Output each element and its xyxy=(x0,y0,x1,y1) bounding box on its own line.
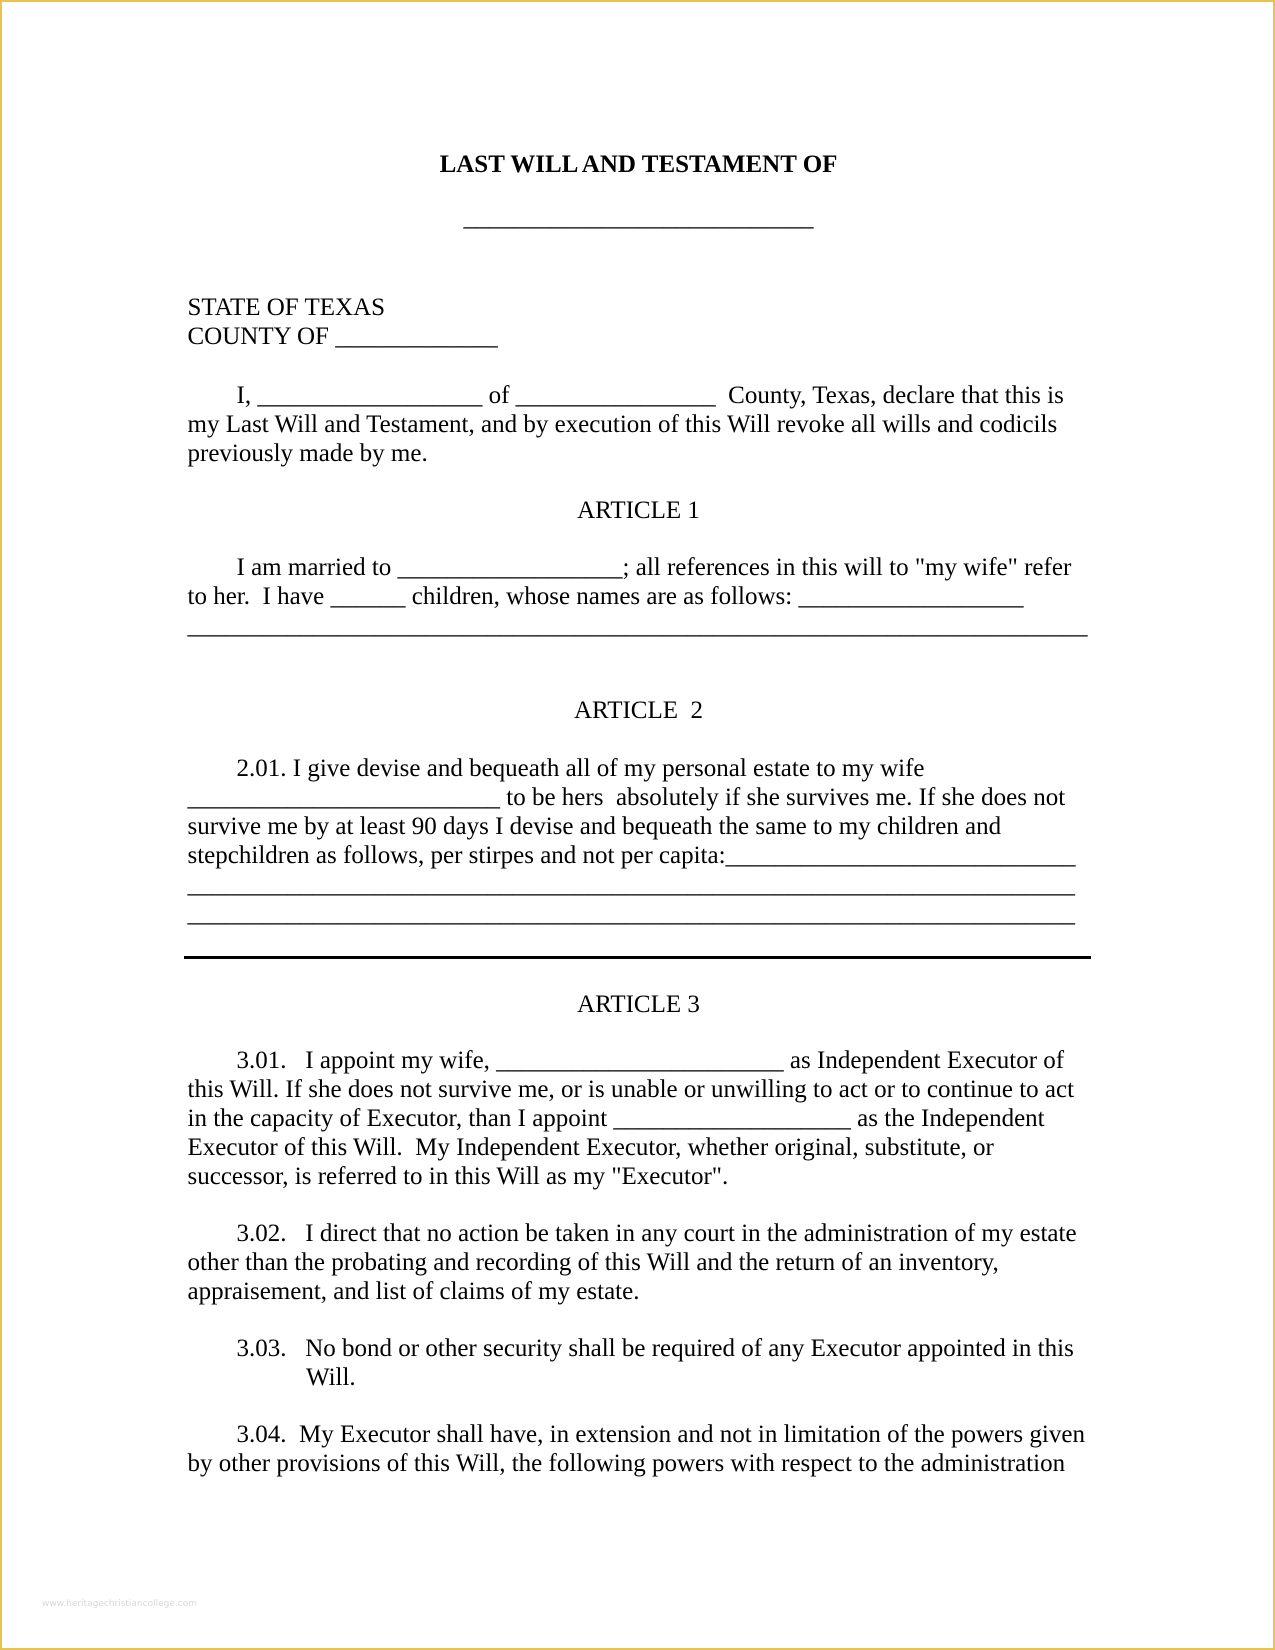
testator-name-blank: ____________________________ xyxy=(463,204,814,231)
section-divider-rule xyxy=(184,956,1091,959)
section-3-02-line: appraisement, and list of claims of my estate. xyxy=(187,1278,640,1305)
section-2-01-line: _______________________________________________________________________ xyxy=(187,871,1075,898)
section-3-04-line: 3.04. My Executor shall have, in extension and not in limitation of the powers given xyxy=(236,1421,1085,1448)
document-title: LAST WILL AND TESTAMENT OF xyxy=(439,151,838,178)
testator-name-block xyxy=(188,203,1090,232)
article-3-heading-block xyxy=(188,990,1090,1019)
section-2-01-line: stepchildren as follows, per stirpes and not per capita:____________________________ xyxy=(187,842,1076,869)
watermark-text: www.heritagechristiancollege.com xyxy=(42,1599,197,1609)
article-1-line: ________________________________________________________________________ xyxy=(187,612,1088,639)
article-2-heading-block xyxy=(188,696,1090,725)
jurisdiction-block xyxy=(188,293,1090,351)
section-3-01-line: in the capacity of Executor, than I appoint ___________________ as the Independent xyxy=(187,1105,1045,1132)
section-2-01-line: survive me by at least 90 days I devise and bequeath the same to my children and xyxy=(187,813,1002,840)
declaration-paragraph xyxy=(188,381,1090,468)
section-2-01-line: _________________________ to be hers absolutely if she survives me. If she does not xyxy=(187,784,1066,811)
article-2-heading: ARTICLE 2 xyxy=(573,697,704,724)
article-3-heading: ARTICLE 3 xyxy=(577,991,700,1018)
section-3-01-line: 3.01. I appoint my wife, _______________________ as Independent Executor of xyxy=(236,1047,1065,1074)
title-block xyxy=(188,150,1090,179)
article-1-line: to her. I have ______ children, whose names are as follows: __________________ xyxy=(187,583,1024,610)
section-3-03-paragraph xyxy=(188,1334,1090,1392)
article-1-heading-block xyxy=(188,496,1090,525)
section-3-04-line: by other provisions of this Will, the following powers with respect to the administration xyxy=(187,1450,1066,1477)
declaration-line: my Last Will and Testament, and by execution of this Will revoke all wills and codicils xyxy=(187,411,1058,438)
article-1-line: I am married to __________________; all references in this will to "my wife" refer xyxy=(236,554,1072,581)
section-3-02-paragraph xyxy=(188,1219,1090,1306)
state-line: STATE OF TEXAS xyxy=(187,294,386,321)
section-3-02-line: other than the probating and recording of this Will and the return of an inventory, xyxy=(187,1249,999,1276)
section-2-01-line: _______________________________________________________________________ xyxy=(187,900,1075,927)
section-2-01-line: 2.01. I give devise and bequeath all of my personal estate to my wife xyxy=(236,755,925,782)
section-3-02-line: 3.02. I direct that no action be taken in any court in the administration of my estate xyxy=(236,1220,1077,1247)
section-3-01-paragraph xyxy=(188,1046,1090,1191)
article-1-heading: ARTICLE 1 xyxy=(577,497,700,524)
county-line: COUNTY OF _____________ xyxy=(187,323,498,350)
article-1-paragraph xyxy=(188,553,1090,640)
section-3-03-line: 3.03. No bond or other security shall be required of any Executor appointed in this xyxy=(236,1335,1074,1362)
section-3-01-line: successor, is referred to in this Will as my "Executor". xyxy=(187,1163,729,1190)
section-3-01-line: Executor of this Will. My Independent Executor, whether original, substitute, or xyxy=(187,1134,994,1161)
section-3-01-line: this Will. If she does not survive me, or is unable or unwilling to act or to continue to act xyxy=(187,1076,1075,1103)
section-3-03-line: Will. xyxy=(306,1364,356,1391)
declaration-line: previously made by me. xyxy=(187,440,428,467)
declaration-line: I, __________________ of ________________ County, Texas, declare that this is xyxy=(236,382,1064,409)
section-2-01-paragraph xyxy=(188,754,1090,928)
section-3-04-paragraph xyxy=(188,1420,1090,1478)
